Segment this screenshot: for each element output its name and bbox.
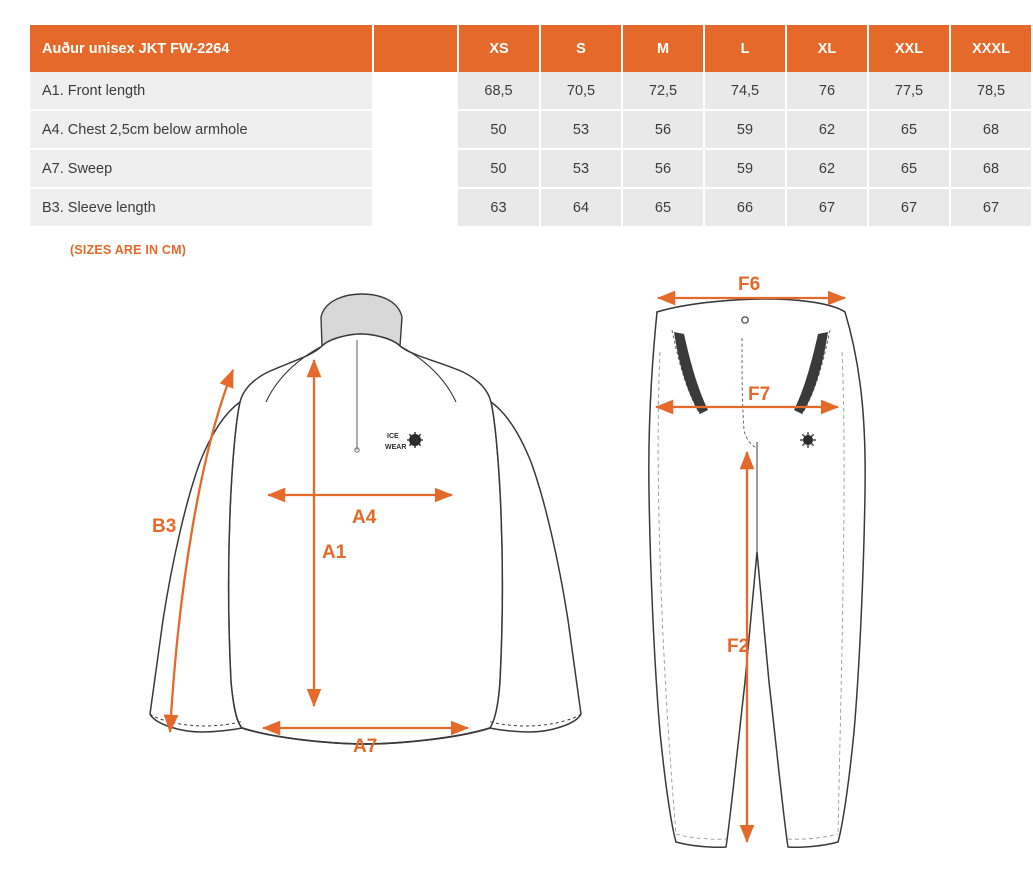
snowflake-icon <box>800 432 816 448</box>
size-table-container <box>30 25 1010 226</box>
table-header-l: L <box>704 25 786 72</box>
row-value: 65 <box>868 110 950 149</box>
brand-logo-line2: WEAR <box>385 444 407 451</box>
table-row <box>30 72 1031 110</box>
row-value: 67 <box>950 188 1031 226</box>
row-blank-cell <box>373 149 458 188</box>
row-value: 59 <box>704 149 786 188</box>
row-value: 67 <box>786 188 868 226</box>
row-value: 78,5 <box>950 72 1031 110</box>
dimension-label-f7: F7 <box>748 384 771 405</box>
row-value: 64 <box>540 188 622 226</box>
row-blank-cell <box>373 72 458 110</box>
jacket-sleeve-left <box>150 402 242 732</box>
row-value: 77,5 <box>868 72 950 110</box>
technical-drawings <box>0 262 1033 889</box>
row-value: 56 <box>622 149 704 188</box>
table-title-cell: Auður unisex JKT FW-2264 <box>30 25 373 72</box>
table-header-xxxl: XXXL <box>950 25 1031 72</box>
row-blank-cell <box>373 110 458 149</box>
row-value: 66 <box>704 188 786 226</box>
table-header-xl: XL <box>786 25 868 72</box>
dimension-label-b3: B3 <box>152 516 177 537</box>
row-value: 68 <box>950 110 1031 149</box>
jacket-sleeve-right <box>490 402 581 732</box>
row-value: 59 <box>704 110 786 149</box>
table-row <box>30 110 1031 149</box>
row-value: 53 <box>540 149 622 188</box>
pants-body <box>649 299 865 847</box>
table-header-xs: XS <box>458 25 540 72</box>
row-value: 70,5 <box>540 72 622 110</box>
row-value: 65 <box>868 149 950 188</box>
row-value: 74,5 <box>704 72 786 110</box>
table-row <box>30 149 1031 188</box>
row-value: 50 <box>458 149 540 188</box>
row-value: 62 <box>786 110 868 149</box>
dimension-label-a1: A1 <box>322 542 347 563</box>
row-label: B3. Sleeve length <box>30 188 373 226</box>
row-value: 62 <box>786 149 868 188</box>
table-blank-header-cell <box>373 25 458 72</box>
snowflake-icon <box>407 432 423 448</box>
dimension-label-f2: F2 <box>727 636 750 657</box>
dimension-label-f6: F6 <box>738 274 761 295</box>
row-label: A4. Chest 2,5cm below armhole <box>30 110 373 149</box>
table-header-s: S <box>540 25 622 72</box>
table-header-xxl: XXL <box>868 25 950 72</box>
row-value: 67 <box>868 188 950 226</box>
row-value: 53 <box>540 110 622 149</box>
row-label: A1. Front length <box>30 72 373 110</box>
row-label: A7. Sweep <box>30 149 373 188</box>
size-table <box>30 25 1031 226</box>
row-value: 56 <box>622 110 704 149</box>
row-value: 65 <box>622 188 704 226</box>
row-value: 68 <box>950 149 1031 188</box>
brand-logo-line1: ICE <box>387 433 399 440</box>
dimension-label-a4: A4 <box>352 507 377 528</box>
row-value: 76 <box>786 72 868 110</box>
jacket-technical-drawing <box>150 294 581 757</box>
row-value: 63 <box>458 188 540 226</box>
table-row <box>30 188 1031 226</box>
dimension-label-a7: A7 <box>353 736 378 757</box>
pants-technical-drawing <box>649 274 865 847</box>
table-header-m: M <box>622 25 704 72</box>
row-value: 72,5 <box>622 72 704 110</box>
units-note: (SIZES ARE IN CM) <box>70 243 187 257</box>
row-value: 50 <box>458 110 540 149</box>
table-header-row <box>30 25 1031 72</box>
row-value: 68,5 <box>458 72 540 110</box>
row-blank-cell <box>373 188 458 226</box>
